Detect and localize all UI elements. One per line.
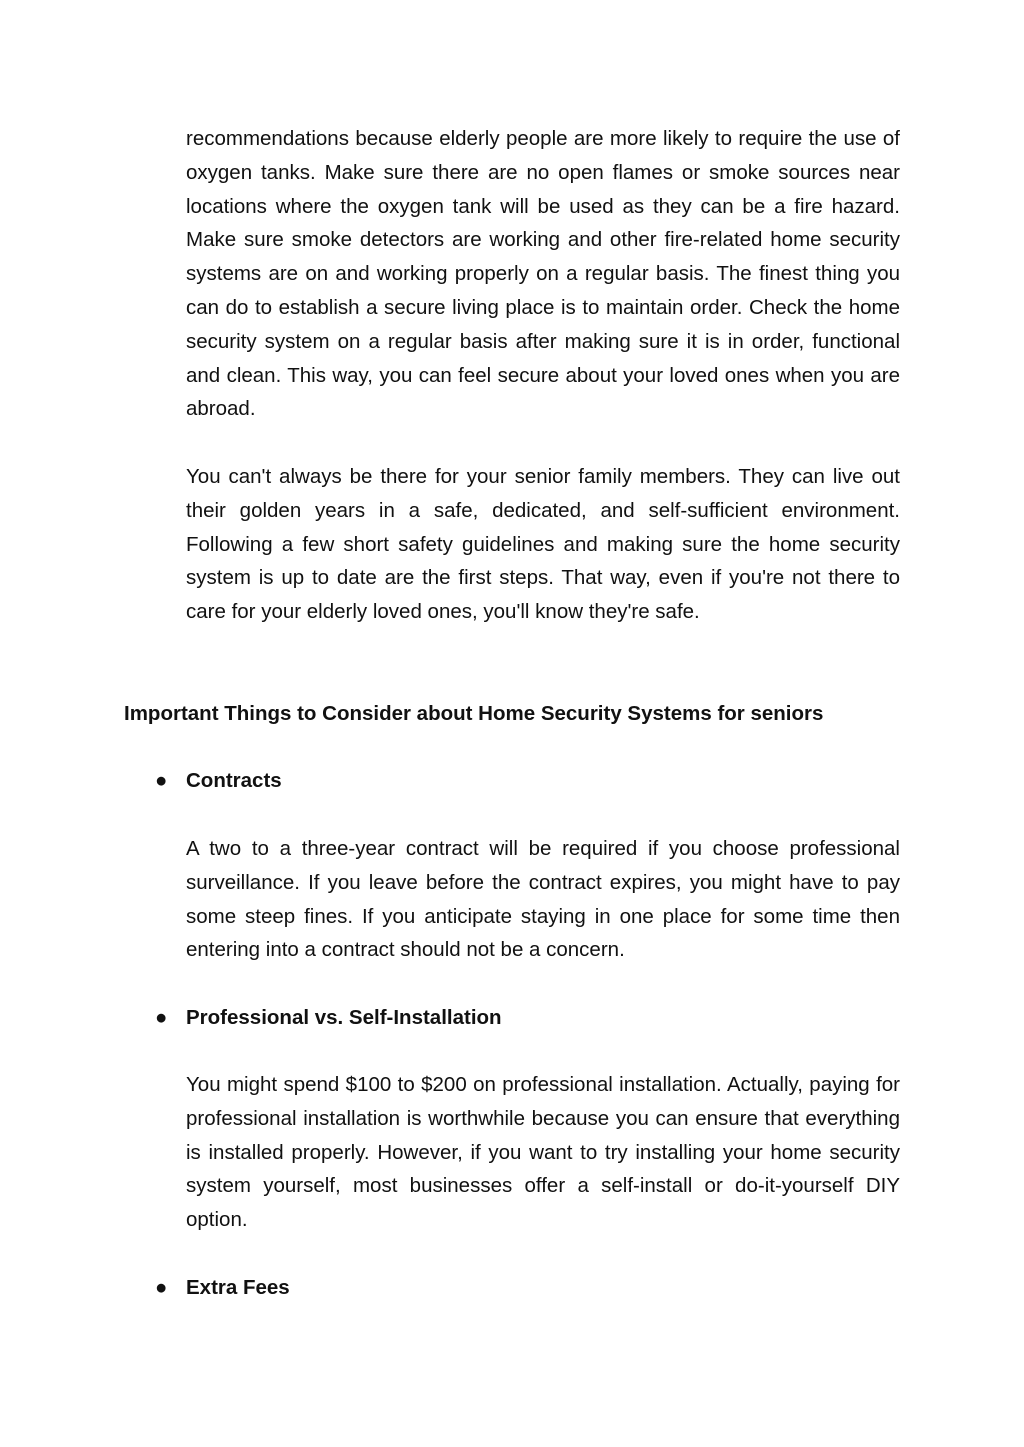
bullet-title: Contracts: [186, 769, 282, 792]
bullet-title: Extra Fees: [186, 1276, 290, 1299]
bullet-icon: ●: [155, 769, 168, 792]
bullet-icon: ●: [155, 1006, 168, 1029]
paragraph-contracts: A two to a three-year contract will be required if you choose professional surveillance. If you leave before the contract expires, you might have to pay some steep fines. If you anticipate staying in one place for some time then entering into a contract should not be a concern.: [186, 837, 900, 962]
bullet-professional-installation: [155, 1001, 900, 1035]
bullet-title: Professional vs. Self-Installation: [186, 1006, 502, 1029]
paragraph-installation: You might spend $100 to $200 on professional installation. Actually, paying for professional installation is worthwhile because you can ensure that everything is installed properly. However, if you want to try installing your home security system yourself, most businesses offer a self-install or do-it-yourself DIY option.: [186, 1073, 900, 1232]
paragraph-senior-family: You can't always be there for your senior family members. They can live out their golden years in a safe, dedicated, and self-sufficient environment. Following a few short safety guidelines and making sure the home security system is up to date are the first steps. That way, even if you're not there to care for your elderly loved ones, you'll know they're safe.: [186, 465, 900, 624]
paragraph-oxygen-safety: recommendations because elderly people are more likely to require the use of oxygen tanks. Make sure there are no open flames or smoke sources near locations where the oxygen tank will be used as they can be a fire hazard. Make sure smoke detectors are working and other fire-related home security systems are on and working properly on a regular basis. The finest thing you can do to establish a secure living place is to maintain order. Check the home security system on a regular basis after making sure it is in order, functional and clean. This way, you can feel secure about your loved ones when you are abroad.: [186, 127, 900, 421]
bullet-extra-fees: [155, 1271, 900, 1305]
section-heading: Important Things to Consider about Home Security Systems for seniors: [124, 702, 824, 725]
bullet-icon: ●: [155, 1276, 168, 1299]
bullet-contracts: [155, 764, 900, 798]
